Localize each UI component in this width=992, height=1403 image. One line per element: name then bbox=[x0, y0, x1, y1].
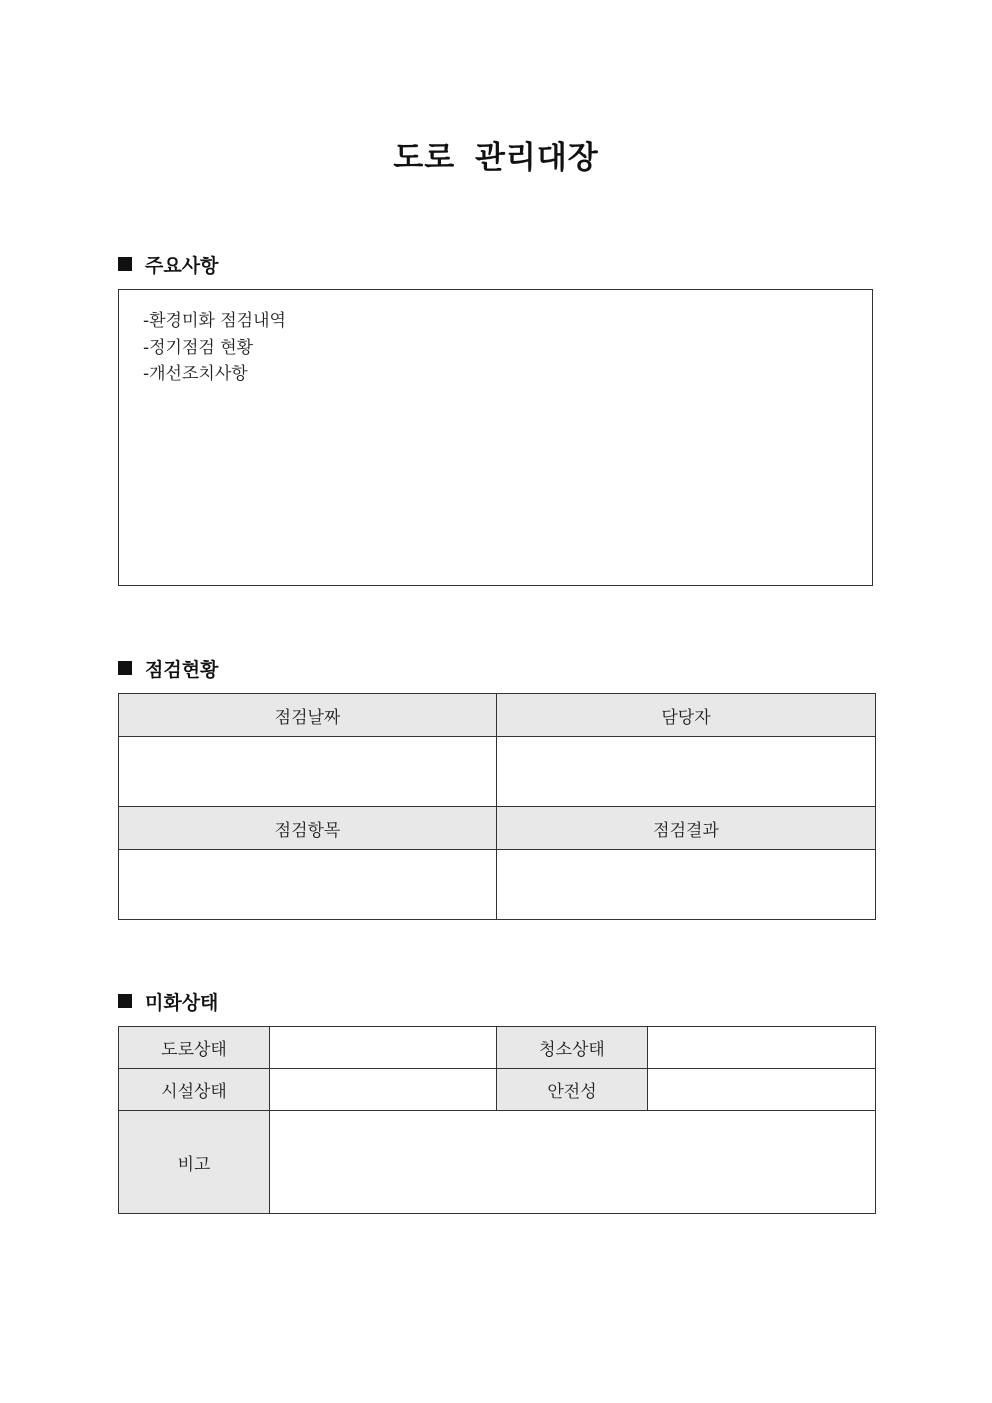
inspection-result-field[interactable] bbox=[497, 850, 876, 920]
remarks-field[interactable] bbox=[270, 1111, 876, 1214]
page-title: 도로 관리대장 bbox=[393, 140, 599, 176]
inspection-item-field[interactable] bbox=[119, 850, 497, 920]
beautify-table bbox=[118, 1026, 876, 1214]
cleaning-status-field[interactable] bbox=[648, 1027, 876, 1069]
notes-box[interactable] bbox=[118, 289, 873, 586]
safety-label: 안전성 bbox=[497, 1069, 648, 1111]
black-square-icon bbox=[118, 661, 132, 675]
remarks-label: 비고 bbox=[119, 1111, 270, 1214]
notes-heading-label: 주요사항 bbox=[145, 254, 219, 277]
inspection-date-label: 점검날짜 bbox=[119, 694, 497, 737]
inspection-table bbox=[118, 693, 876, 920]
inspection-manager-field[interactable] bbox=[497, 737, 876, 807]
black-square-icon bbox=[118, 994, 132, 1008]
inspection-result-label: 점검결과 bbox=[497, 807, 876, 850]
road-status-field[interactable] bbox=[270, 1027, 497, 1069]
notes-line: -환경미화 점검내역 bbox=[143, 311, 286, 331]
inspection-heading-label: 점검현황 bbox=[145, 658, 219, 681]
facility-status-label: 시설상태 bbox=[119, 1069, 270, 1111]
inspection-date-field[interactable] bbox=[119, 737, 497, 807]
safety-field[interactable] bbox=[648, 1069, 876, 1111]
beautify-heading-label: 미화상태 bbox=[145, 991, 219, 1014]
inspection-item-label: 점검항목 bbox=[119, 807, 497, 850]
cleaning-status-label: 청소상태 bbox=[497, 1027, 648, 1069]
notes-line: -정기점검 현황 bbox=[143, 337, 254, 358]
notes-section-heading bbox=[118, 251, 218, 277]
beautify-section-heading bbox=[118, 988, 218, 1014]
notes-line: -개선조치사항 bbox=[143, 364, 248, 384]
inspection-section-heading bbox=[118, 655, 218, 681]
road-status-label: 도로상태 bbox=[119, 1027, 270, 1069]
black-square-icon bbox=[118, 257, 132, 271]
inspection-manager-label: 담당자 bbox=[497, 694, 876, 737]
facility-status-field[interactable] bbox=[270, 1069, 497, 1111]
